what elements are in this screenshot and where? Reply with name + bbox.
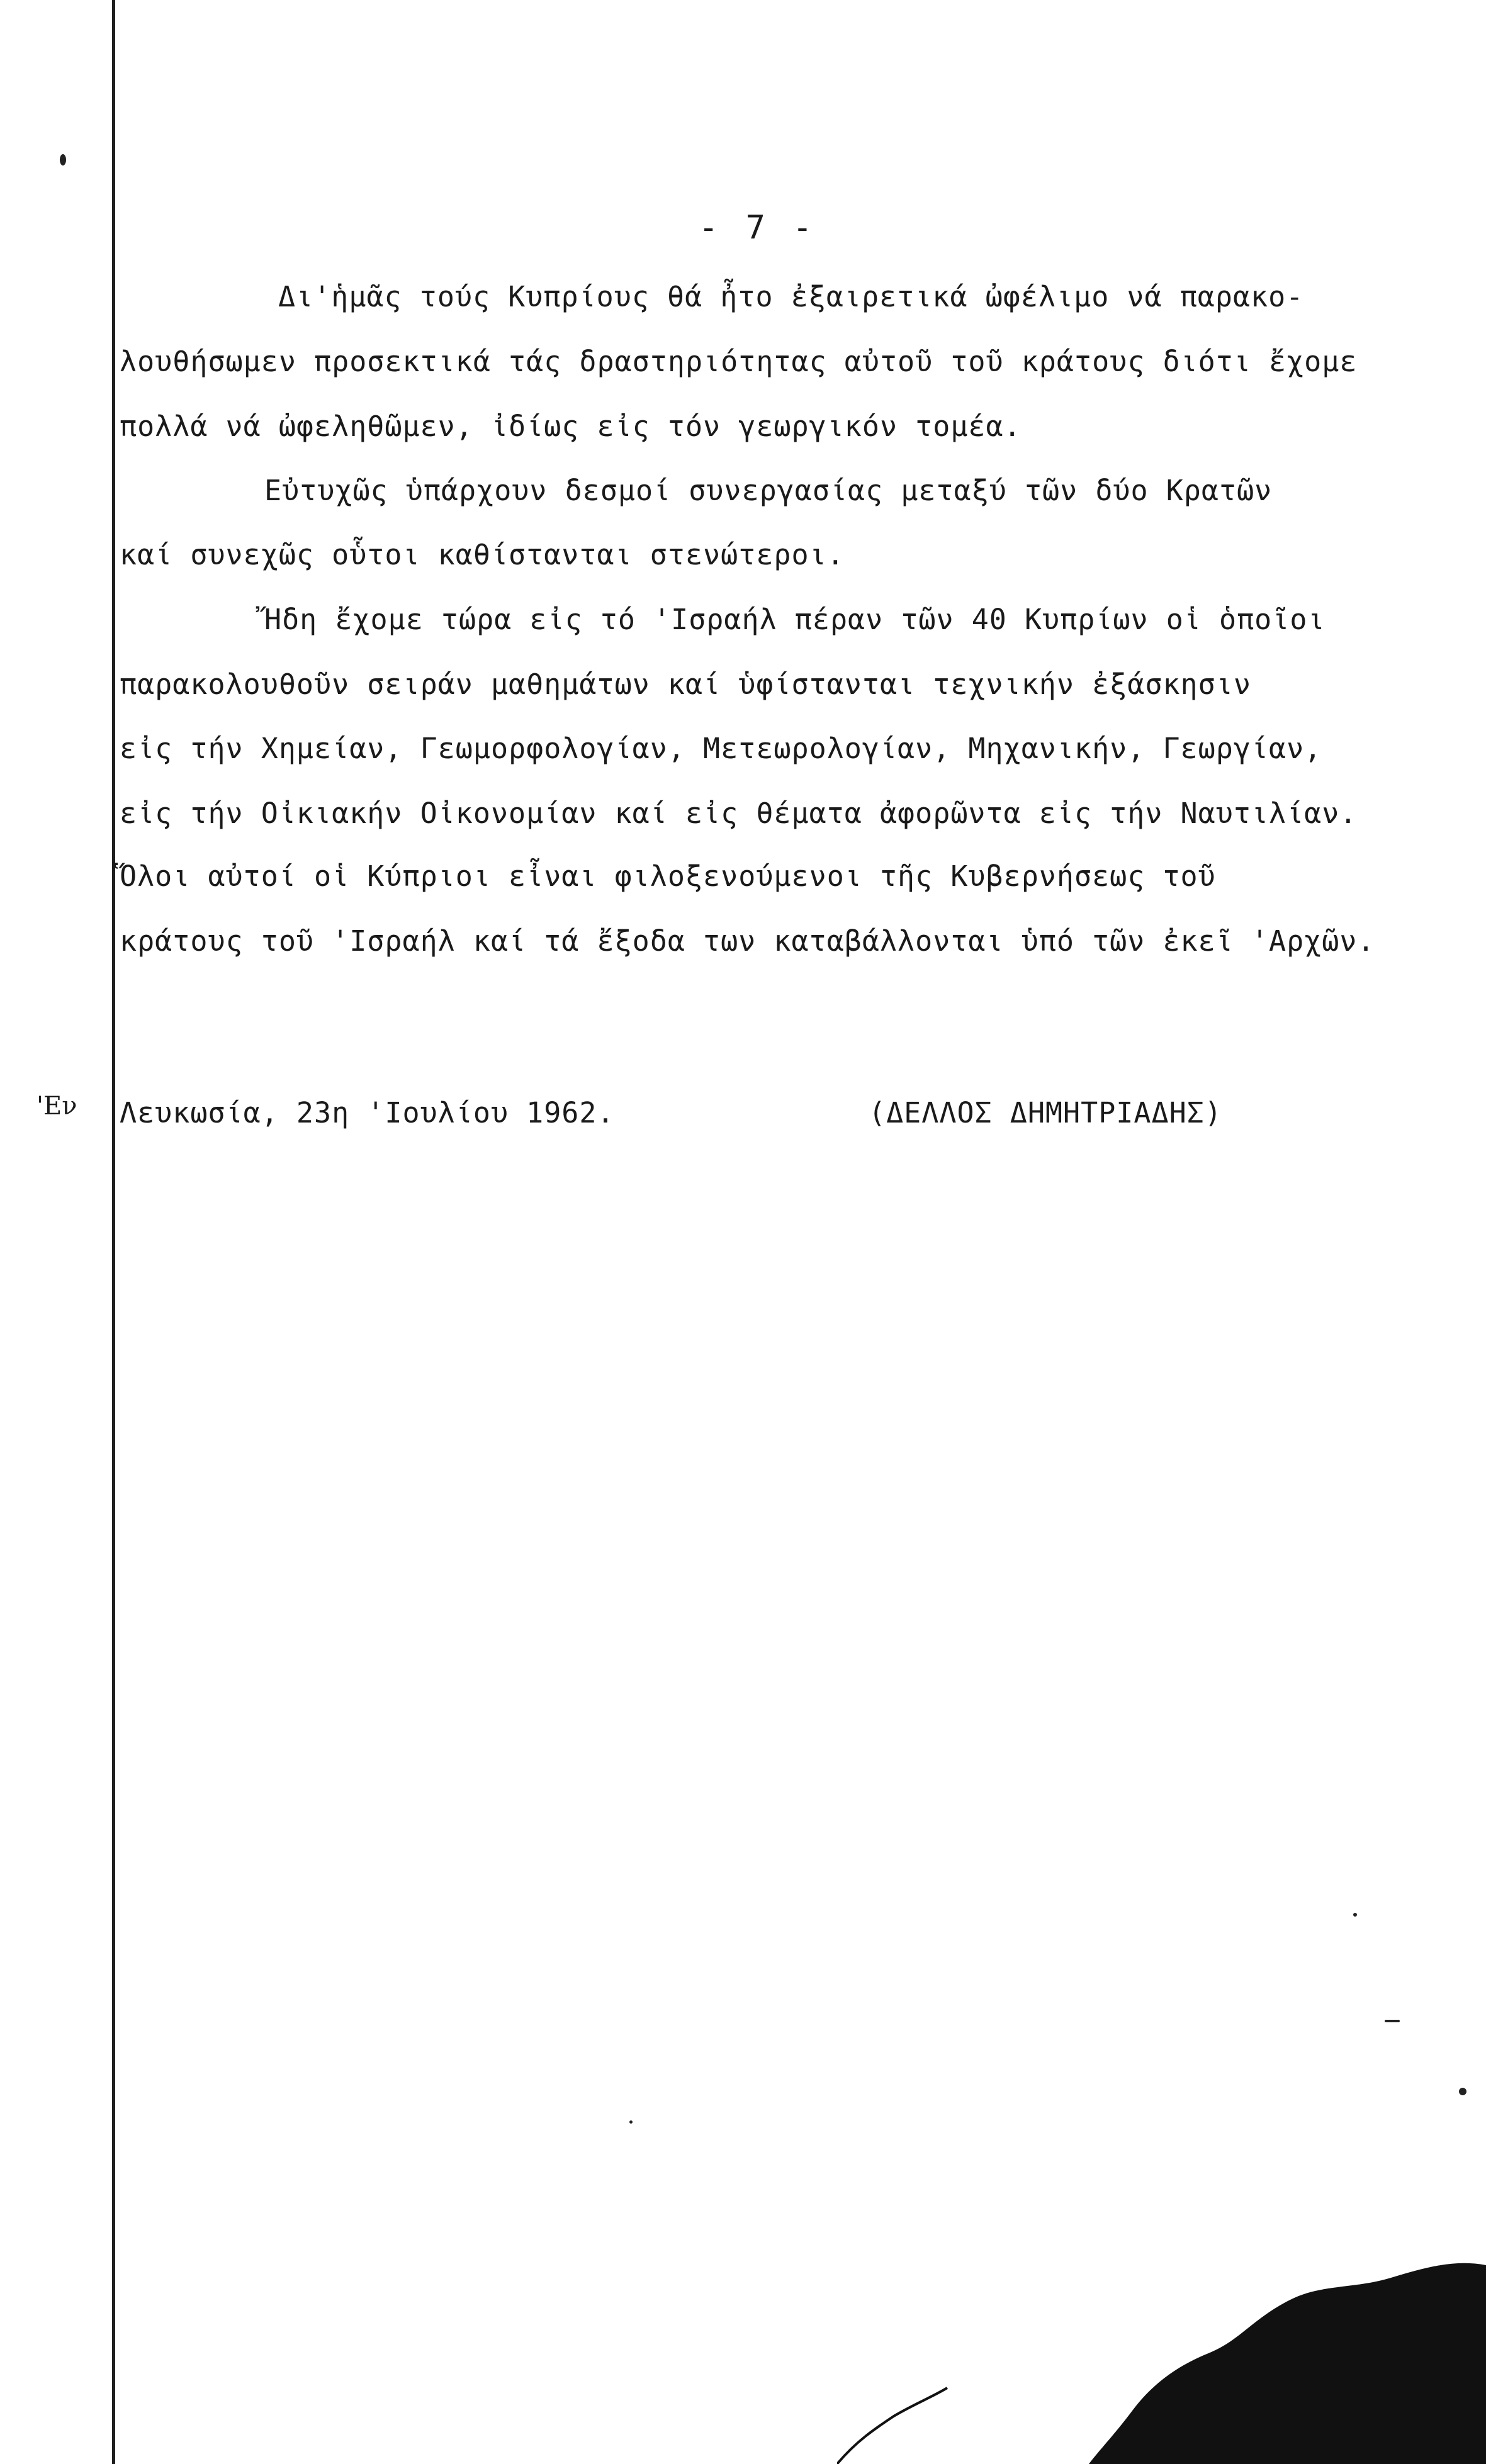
- page-number: - 7 -: [699, 209, 816, 247]
- scan-speck: [60, 154, 66, 165]
- text-line: κράτους τοῦ 'Ισραήλ καί τά ἔξοδα των καταβάλλονται ὑπό τῶν ἐκεῖ 'Αρχῶν.: [120, 924, 1375, 958]
- signature: (ΔΕΛΛΟΣ ΔΗΜΗΤΡΙΑΔΗΣ): [869, 1096, 1222, 1129]
- scan-speck: [1459, 2088, 1466, 2095]
- text-line: λουθήσωμεν προσεκτικά τάς δραστηριότητας αὐτοῦ τοῦ κράτους διότι ἔχομε: [120, 345, 1358, 378]
- scan-speck: [1385, 2020, 1400, 2022]
- text-line: Δι'ἡμᾶς τούς Κυπρίους θά ἦτο ἐξαιρετικά ὠφέλιμο νά παρακο-: [278, 280, 1304, 313]
- text-line: εἰς τήν Οἰκιακήν Οἰκονομίαν καί εἰς θέματα ἀφορῶντα εἰς τήν Ναυτιλίαν.: [120, 797, 1358, 830]
- text-line: εἰς τήν Χημείαν, Γεωμορφολογίαν, Μετεωρολογίαν, Μηχανικήν, Γεωργίαν,: [120, 732, 1322, 765]
- scan-speck: [629, 2120, 633, 2124]
- ink-stain: [837, 2240, 1486, 2464]
- text-line: παρακολουθοῦν σειράν μαθημάτων καί ὑφίστανται τεχνικήν ἐξάσκησιν: [120, 668, 1251, 701]
- text-line: πολλά νά ὠφεληθῶμεν, ἰδίως εἰς τόν γεωργικόν τομέα.: [120, 410, 1022, 443]
- margin-note: 'Εν: [37, 1092, 77, 1121]
- text-line: καί συνεχῶς οὗτοι καθίστανται στενώτεροι.: [120, 538, 845, 571]
- text-line: Εὐτυχῶς ὑπάρχουν δεσμοί συνεργασίας μεταξύ τῶν δύο Κρατῶν: [264, 474, 1273, 507]
- text-line: Ἤδη ἔχομε τώρα εἰς τό 'Ισραήλ πέραν τῶν 40 Κυπρίων οἱ ὁποῖοι: [264, 603, 1326, 636]
- scan-speck: [1353, 1913, 1357, 1917]
- margin-rule: [112, 0, 115, 2464]
- date-line: Λευκωσία, 23η 'Ιουλίου 1962.: [120, 1096, 615, 1129]
- text-line: Ὅλοι αὐτοί οἱ Κύπριοι εἶναι φιλοξενούμενοι τῆς Κυβερνήσεως τοῦ: [120, 860, 1216, 893]
